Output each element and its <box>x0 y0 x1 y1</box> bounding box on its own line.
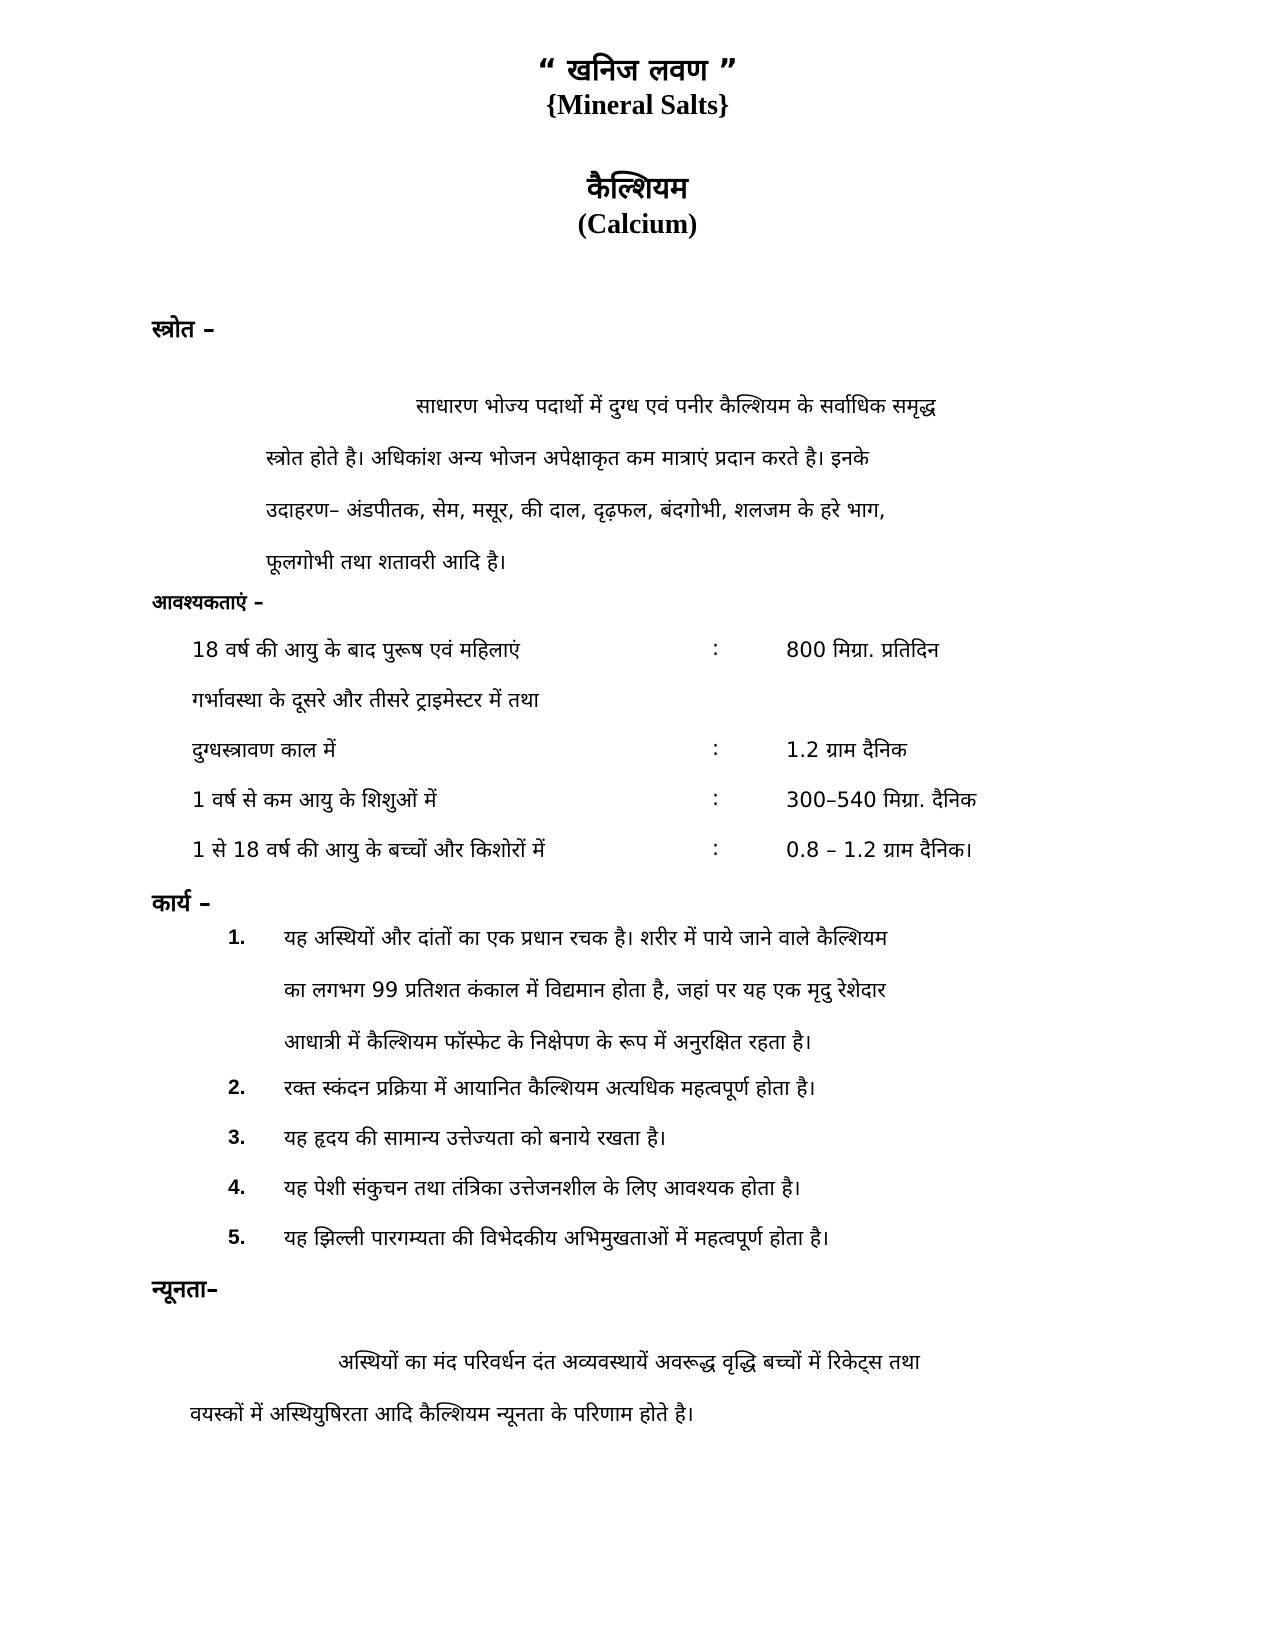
function-line: यह पेशी संकुचन तथा तंत्रिका उत्तेजनशील के लिए आवश्यक होता है। <box>284 1176 801 1200</box>
functions-heading: कार्य – <box>152 889 211 917</box>
function-number: 2. <box>228 1076 246 1099</box>
function-text <box>284 1112 1174 1164</box>
title-english: {Mineral Salts} <box>545 90 730 121</box>
requirements-heading: आवश्यकताएं – <box>152 590 264 614</box>
requirement-row <box>192 786 1092 820</box>
subtitle-english: (Calcium) <box>577 209 698 240</box>
sources-line: स्त्रोत होते है। अधिकांश अन्य भोजन अपेक्षाकृत कम मात्राएं प्रदान करते है। इनके <box>266 446 870 470</box>
function-number: 5. <box>228 1226 246 1249</box>
requirement-colon: : <box>712 736 720 760</box>
function-item <box>228 1162 1178 1214</box>
requirement-row <box>192 636 1092 670</box>
requirement-label: 1 से 18 वर्ष की आयु के बच्चों और किशोरों में <box>192 838 545 862</box>
sources-paragraph <box>266 380 1176 588</box>
function-line: का लगभग 99 प्रतिशत कंकाल में विद्यमान होता है, जहां पर यह एक मृदु रेशेदार <box>284 978 886 1002</box>
requirement-value: 0.8 – 1.2 ग्राम दैनिक। <box>786 838 973 862</box>
function-item <box>228 1112 1178 1164</box>
requirement-value: 800 मिग्रा. प्रतिदिन <box>786 638 939 662</box>
deficiency-line: अस्थियों का मंद परिवर्धन दंत अव्यवस्थायें अवरूद्ध वृद्धि बच्चों में रिकेट्स तथा <box>338 1350 920 1374</box>
function-line: रक्त स्कंदन प्रक्रिया में आयानित कैल्शियम अत्यधिक महत्वपूर्ण होता है। <box>284 1076 816 1100</box>
deficiency-paragraph <box>190 1336 1180 1440</box>
requirement-value: 300–540 मिग्रा. दैनिक <box>786 788 977 812</box>
function-text <box>284 1162 1174 1214</box>
function-number: 1. <box>228 926 246 949</box>
requirement-row <box>192 836 1092 870</box>
requirement-label: गर्भावस्था के दूसरे और तीसरे ट्राइमेस्टर में तथा <box>192 688 539 712</box>
function-line: आधात्री में कैल्शियम फॉस्फेट के निक्षेपण के रूप में अनुरक्षित रहता है। <box>284 1030 812 1054</box>
function-text <box>284 1062 1174 1114</box>
function-line: यह अस्थियों और दांतों का एक प्रधान रचक है। शरीर में पाये जाने वाले कैल्शियम <box>284 926 888 950</box>
requirement-label: दुग्धस्त्रावण काल में <box>192 738 336 762</box>
title-hindi: “ खनिज लवण ” <box>537 53 738 88</box>
requirement-colon: : <box>712 786 720 810</box>
requirement-colon: : <box>712 636 720 660</box>
sources-heading: स्त्रोत – <box>152 315 215 343</box>
sources-line: साधारण भोज्य पदार्थो में दुग्ध एवं पनीर कैल्शियम के सर्वाधिक समृद्ध <box>416 394 936 418</box>
requirement-colon: : <box>712 836 720 860</box>
function-line: यह हृदय की सामान्य उत्तेज्यता को बनाये रखता है। <box>284 1126 666 1150</box>
function-item <box>228 912 1178 1068</box>
function-line: यह झिल्ली पारगम्यता की विभेदकीय अभिमुखताओं में महत्वपूर्ण होता है। <box>284 1226 829 1250</box>
requirement-label: 18 वर्ष की आयु के बाद पुरूष एवं महिलाएं <box>192 638 520 662</box>
requirement-label: 1 वर्ष से कम आयु के शिशुओं में <box>192 788 437 812</box>
requirement-row <box>192 736 1092 770</box>
deficiency-line: वयस्कों में अस्थियुषिरता आदि कैल्शियम न्यूनता के परिणाम होते है। <box>190 1402 694 1426</box>
sources-line: उदाहरण– अंडपीतक, सेम, मसूर, की दाल, दृढ़फल, बंदगोभी, शलजम के हरे भाग, <box>266 498 886 522</box>
function-item <box>228 1062 1178 1114</box>
requirement-row <box>192 686 1092 720</box>
function-number: 4. <box>228 1176 246 1199</box>
subtitle-hindi: कैल्शियम <box>587 171 688 206</box>
function-text <box>284 912 1174 1068</box>
function-item <box>228 1212 1178 1264</box>
requirement-value: 1.2 ग्राम दैनिक <box>786 738 907 762</box>
deficiency-heading: न्यूनता– <box>152 1275 219 1303</box>
function-number: 3. <box>228 1126 246 1149</box>
sources-line: फूलगोभी तथा शतावरी आदि है। <box>266 550 506 574</box>
function-text <box>284 1212 1174 1264</box>
